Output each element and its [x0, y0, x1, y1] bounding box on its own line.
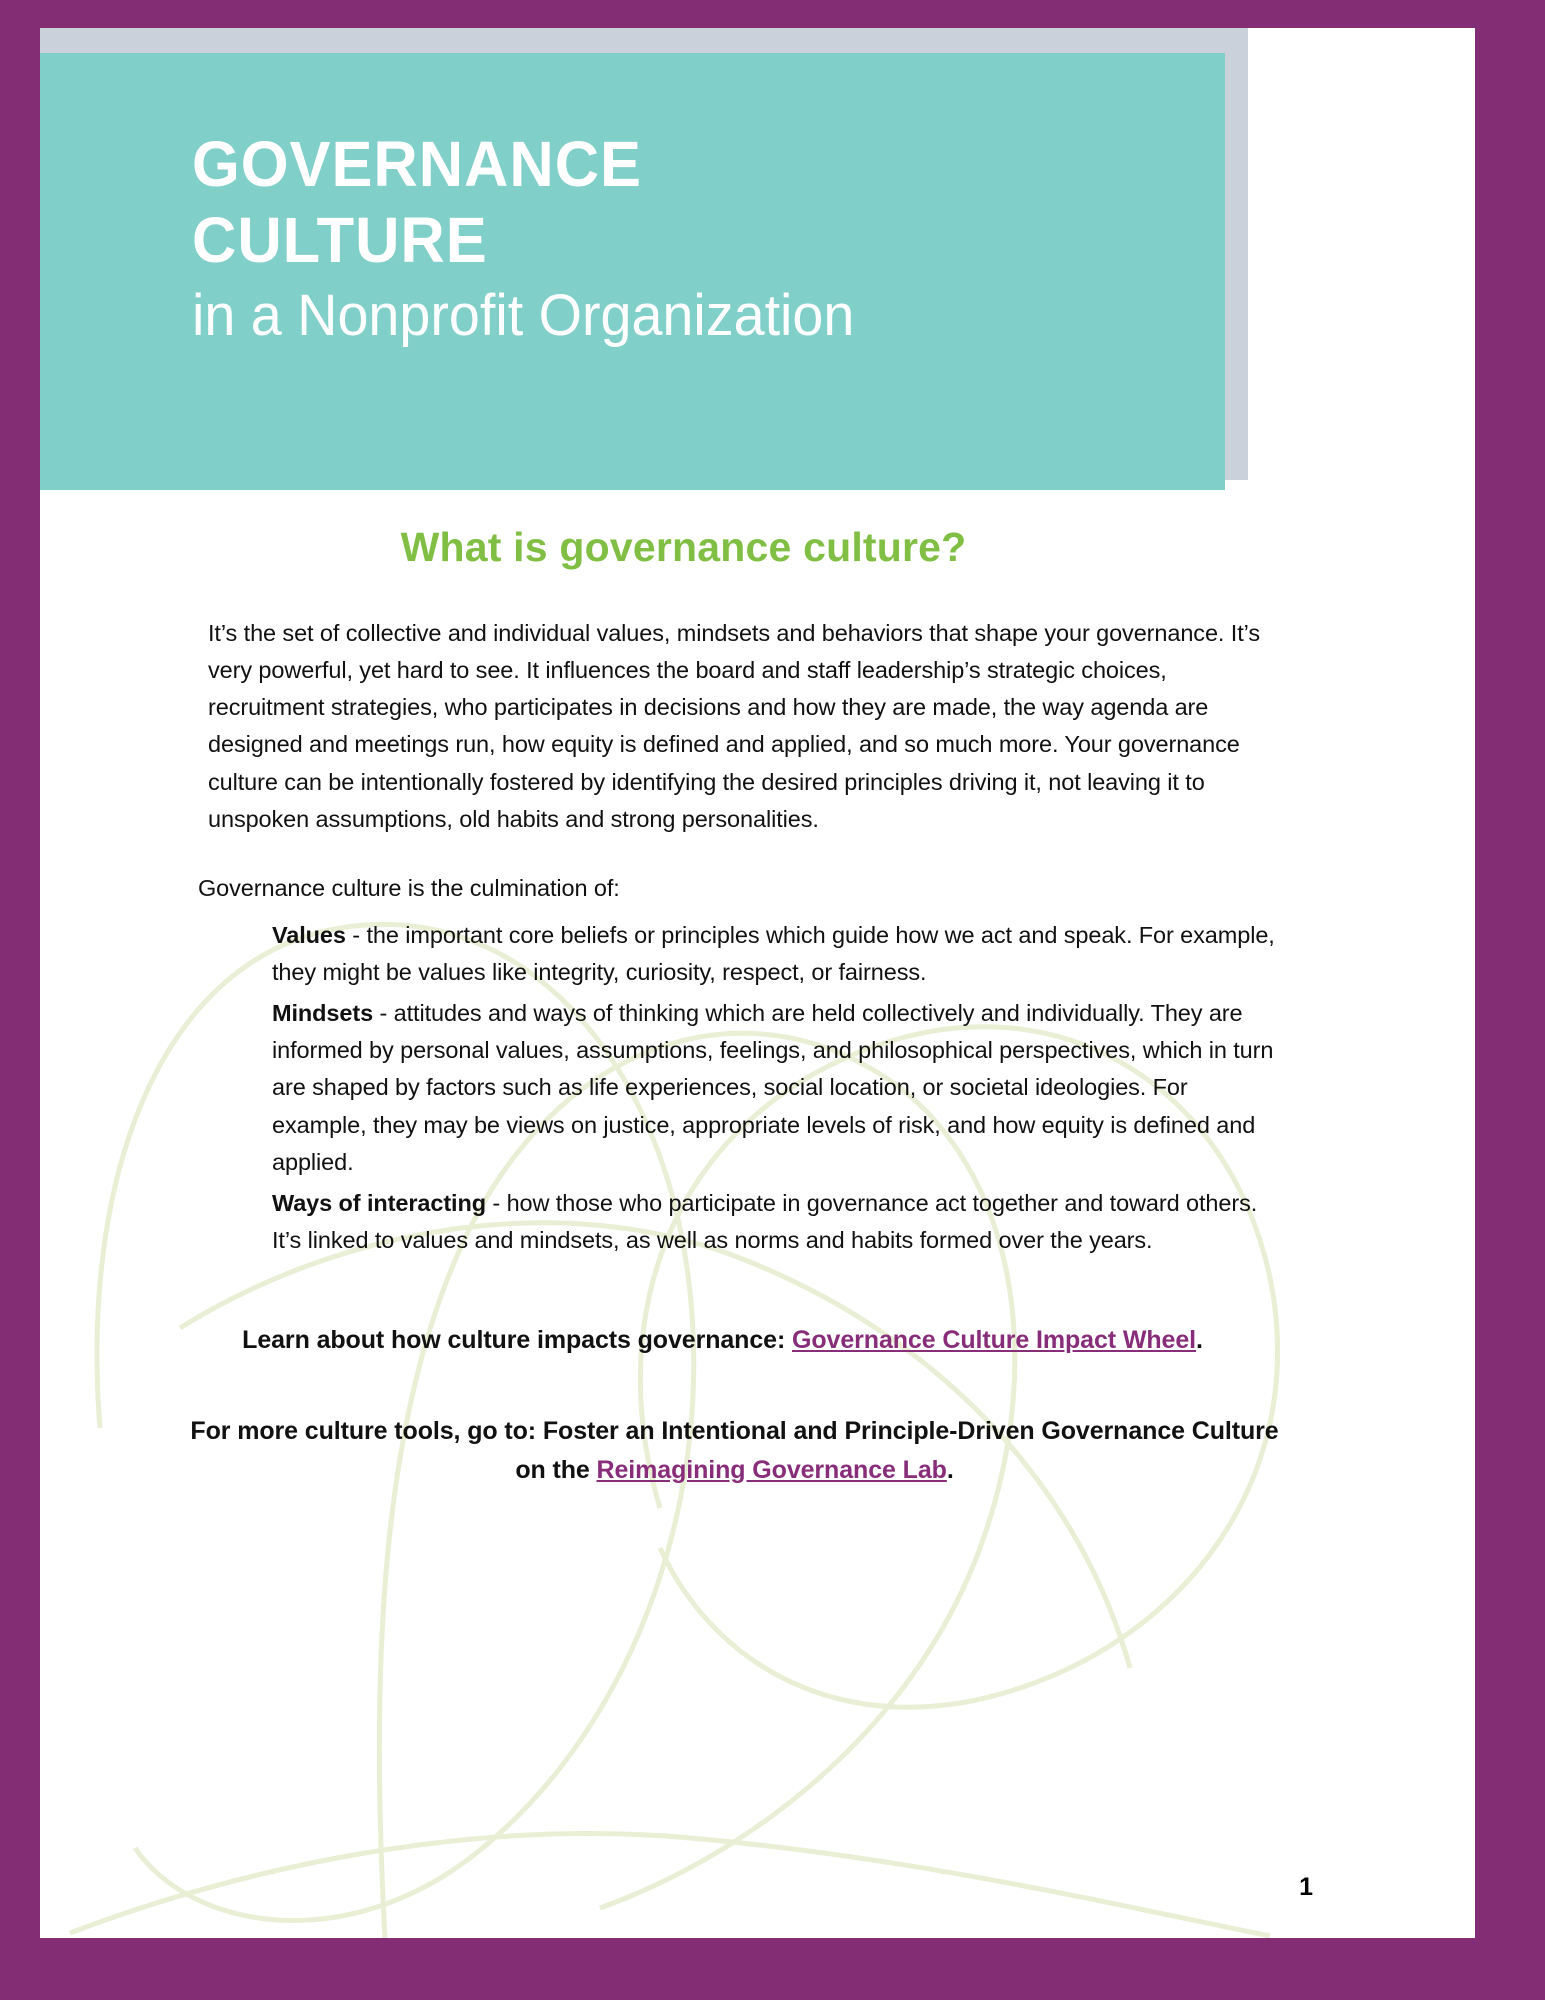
title-line-2: CULTURE	[192, 203, 488, 276]
paper-sheet	[40, 28, 1475, 1938]
list-item-term: Values	[272, 921, 346, 948]
list-item-description: - how those who participate in governance act together and toward others. It’s linked to values and mindsets, as well as norms and habits formed over the years.	[272, 1189, 1258, 1253]
link-reimagining-governance-lab[interactable]: Reimagining Governance Lab	[596, 1455, 947, 1484]
cta-impact-wheel	[126, 1321, 1319, 1360]
list-item-term: Ways of interacting	[272, 1189, 486, 1216]
title-banner	[40, 53, 1225, 490]
page-title: What is governance culture?	[400, 524, 967, 570]
culture-component-list	[272, 917, 1287, 1259]
list-item	[272, 917, 1287, 991]
intro-paragraph: It’s the set of collective and individual values, mindsets and behaviors that shape your governance. It’s very powerful, yet hard to see. It influences the board and staff leadership’s strategic choices, recruitment strategies, who participates in decisions and how they are made, the way agenda are designed and meetings run, how equity is defined and applied, and so much more. Your governance culture can be intentionally fostered by identifying the desired principles driving it, not leaving it to unspoken assumptions, old habits and strong personalities.	[208, 620, 1260, 832]
list-item-description: - attitudes and ways of thinking which are held collectively and individually. They are informed by personal values, assumptions, feelings, and philosophical perspectives, which in turn are shaped by factors such as life experiences, social location, or societal ideologies. For example, they may be views on justice, appropriate levels of risk, and how equity is defined and applied.	[272, 1000, 1274, 1175]
list-item-term: Mindsets	[272, 1000, 374, 1027]
list-item	[272, 1185, 1287, 1259]
main-content	[40, 490, 1475, 1489]
list-item	[272, 995, 1287, 1181]
subtitle: in a Nonprofit Organization	[192, 283, 855, 349]
cta-reimagining-lab	[180, 1412, 1289, 1490]
cta-suffix: .	[1195, 1326, 1203, 1354]
cta-suffix: .	[946, 1455, 954, 1484]
link-governance-culture-impact-wheel[interactable]: Governance Culture Impact Wheel	[792, 1326, 1196, 1354]
list-item-description: - the important core beliefs or principles which guide how we act and speak. For example, they might be values like integrity, curiosity, respect, or fairness.	[272, 921, 1275, 985]
list-lead-in: Governance culture is the culmination of:	[198, 874, 620, 901]
page-number: 1	[1299, 1873, 1313, 1901]
title-line-1: GOVERNANCE	[192, 128, 642, 200]
cta-prefix: Learn about how culture impacts governance:	[242, 1326, 793, 1354]
cta-prefix: For more culture tools, go to: Foster an Intentional and Principle-Driven Governance Culture on the	[190, 1416, 1279, 1484]
